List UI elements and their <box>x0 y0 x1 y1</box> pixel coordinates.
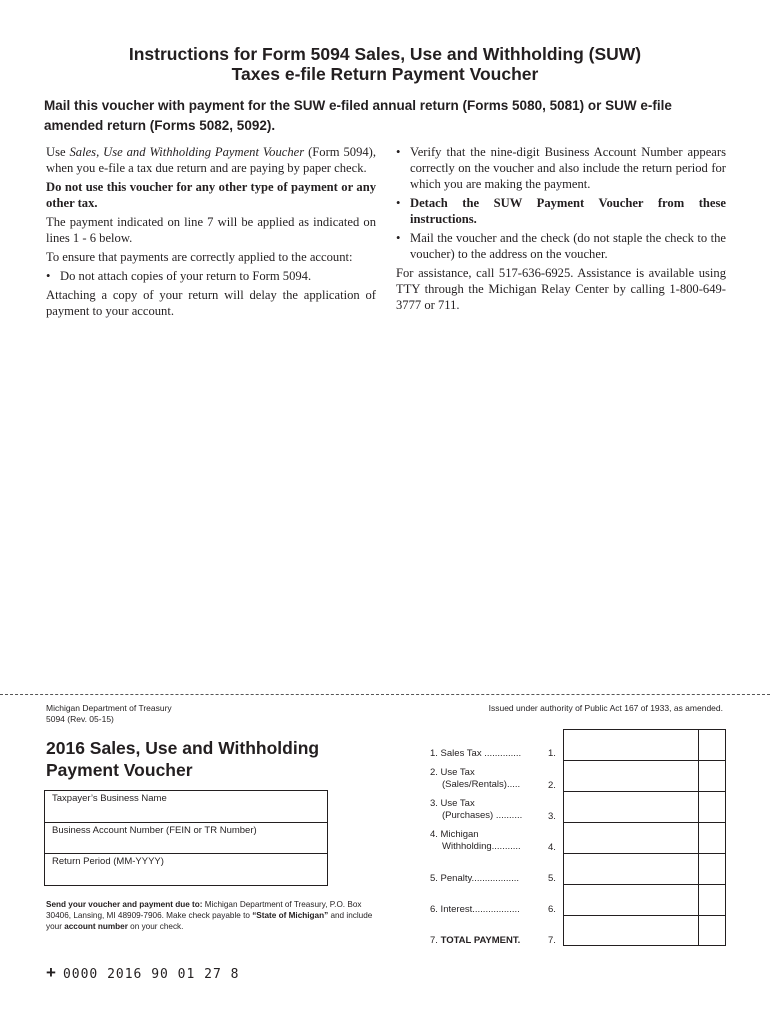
department-info: Michigan Department of Treasury 5094 (Rev. 05-15) <box>46 703 172 724</box>
line-5-number: 5. <box>548 873 556 884</box>
interest-amount-field[interactable] <box>564 885 725 914</box>
instructions-left-column <box>46 144 376 322</box>
line-2-number: 2. <box>548 780 556 791</box>
assistance-info: For assistance, call 517-636-6925. Assistance is available using TTY through the Michigan Relay Center by calling 1-800-649-3777 or 711. <box>396 266 726 312</box>
total-payment-amount-field[interactable] <box>564 916 725 945</box>
mailing-instructions: Send your voucher and payment due to: Michigan Department of Treasury, P.O. Box 30406, Lansing, MI 48909-7906. Make check payable to “State of Michigan” and include your account number on your check. <box>46 900 373 931</box>
bullet-icon: • <box>396 145 401 159</box>
line-4-label: 4. Michigan Withholding........... <box>430 829 521 852</box>
page-title <box>0 44 770 84</box>
penalty-amount-field[interactable] <box>564 854 725 883</box>
line-7-label: 7. TOTAL PAYMENT. <box>430 935 521 946</box>
line-5-label: 5. Penalty.................. <box>430 873 520 884</box>
title-line-2: Taxes e-file Return Payment Voucher <box>231 64 539 84</box>
authority-note: Issued under authority of Public Act 167 of 1933, as amended. <box>488 703 723 713</box>
line-2-label: 2. Use Tax (Sales/Rentals)..... <box>430 767 521 790</box>
detach-cut-line <box>0 694 770 695</box>
account-number-field[interactable]: Business Account Number (FEIN or TR Number) <box>45 823 327 854</box>
taxpayer-info-box <box>44 790 328 886</box>
line-6-number: 6. <box>548 904 556 915</box>
line-4-number: 4. <box>548 842 556 853</box>
return-period-field[interactable]: Return Period (MM-YYYY) <box>52 856 164 867</box>
bullet-verify: • Verify that the nine-digit Business Account Number appears correctly on the voucher and also include the return period for which you are making the payment. <box>396 145 726 191</box>
bullet-mail: • Mail the voucher and the check (do not staple the check to the voucher) to the address on the voucher. <box>396 231 726 261</box>
line-7-number: 7. <box>548 935 556 946</box>
intro-paragraph: Use Sales, Use and Withholding Payment Voucher (Form 5094), when you e-file a tax due return and are paying by paper check. <box>46 145 377 175</box>
withholding-amount-field[interactable] <box>564 823 725 852</box>
bullet-icon: • <box>396 231 401 245</box>
ensure-heading: To ensure that payments are correctly applied to the account: <box>46 250 353 264</box>
bullet-no-attach: • Do not attach copies of your return to Form 5094. <box>46 269 312 283</box>
bullet-icon: • <box>396 196 401 210</box>
line-3-label: 3. Use Tax (Purchases) .......... <box>430 798 523 821</box>
line-1-label: 1. Sales Tax .............. <box>430 748 522 759</box>
scanline-code: + 0000 2016 90 01 27 8 <box>46 963 240 982</box>
line-6-label: 6. Interest.................. <box>430 904 520 915</box>
title-line-1: Instructions for Form 5094 Sales, Use and Withholding (SUW) <box>128 44 642 64</box>
line-3-number: 3. <box>548 811 556 822</box>
attach-delay-note: Attaching a copy of your return will delay the application of payment to your account. <box>46 288 376 318</box>
use-tax-sales-amount-field[interactable] <box>564 761 725 790</box>
voucher-title: 2016 Sales, Use and Withholding Payment Voucher <box>46 738 320 780</box>
sales-tax-amount-field[interactable] <box>564 730 725 759</box>
line-1-number: 1. <box>548 748 556 759</box>
bullet-icon: • <box>46 269 51 283</box>
instructions-right-column <box>396 144 726 316</box>
subtitle: Mail this voucher with payment for the SUW e-filed annual return (Forms 5080, 5081) or SUW e-file amended return (Forms 5082, 5092). <box>44 98 672 133</box>
bullet-detach: • Detach the SUW Payment Voucher from these instructions. <box>396 196 726 226</box>
plus-icon: + <box>46 963 57 982</box>
business-name-field[interactable]: Taxpayer’s Business Name <box>45 791 327 823</box>
do-not-use-warning: Do not use this voucher for any other type of payment or any other tax. <box>46 180 376 210</box>
line7-note: The payment indicated on line 7 will be applied as indicated on lines 1 - 6 below. <box>46 215 376 245</box>
use-tax-purchases-amount-field[interactable] <box>564 792 725 821</box>
